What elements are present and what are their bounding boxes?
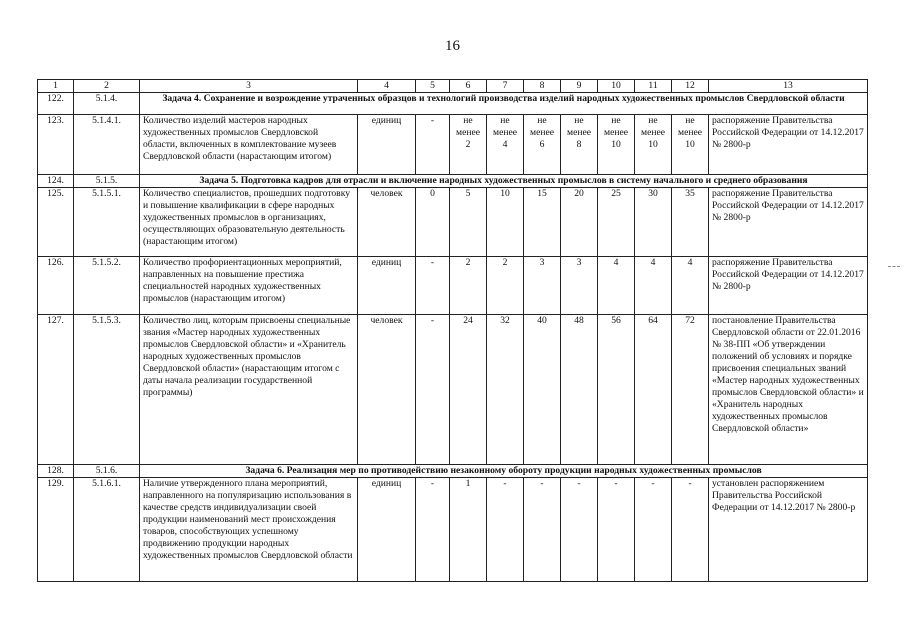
indicator-row [38,478,868,582]
value-cell: 30 [635,188,672,257]
column-number-cell: 2 [74,80,140,93]
value-cell: 4 [598,257,635,315]
column-number-cell: 7 [487,80,524,93]
row-number-cell: 123. [38,115,74,175]
value-cell: 3 [561,257,598,315]
value-cell: 32 [487,315,524,465]
indicator-description-cell: Количество изделий мастеров народных художественных промыслов Свердловской области, включенных в комплектование музеев Свердловской области (нарастающим итогом) [140,115,358,175]
indicator-row [38,115,868,175]
basis-cell: распоряжение Правительства Российской Федерации от 14.12.2017 № 2800-р [709,115,868,175]
column-number-cell: 11 [635,80,672,93]
page-number: 16 [445,38,460,54]
margin-mark [888,266,900,268]
task-title-cell: Задача 6. Реализация мер по противодействию незаконному обороту продукции народных художественных промыслов [140,465,868,478]
indicator-row [38,257,868,315]
row-code-cell: 5.1.6. [74,465,140,478]
row-code-cell: 5.1.5.2. [74,257,140,315]
value-cell: 20 [561,188,598,257]
task-title-cell: Задача 4. Сохранение и возрождение утраченных образцов и технологий производства изделий народных художественных промыслов Свердловской области [140,93,868,115]
indicator-description-cell: Количество лиц, которым присвоены специальные звания «Мастер народных художественных промыслов Свердловской области» и «Хранитель народных художественных промыслов Свердловской области» (нарастающим итогом с даты начала реализации государственной программы) [140,315,358,465]
value-cell: - [635,478,672,582]
value-cell: - [561,478,598,582]
row-number-cell: 125. [38,188,74,257]
indicator-description-cell: Количество профориентационных мероприятий, направленных на повышение престижа специальностей народных художественных промыслов (нарастающим итогом) [140,257,358,315]
value-cell: не менее 8 [561,115,598,175]
basis-cell: постановление Правительства Свердловской области от 22.01.2016 № 38-ПП «Об утверждении положений об условиях и порядке присвоения специальных званий «Мастер народных художественных промыслов Свердловской области» и «Хранитель народных художественных промыслов Свердловской области» [709,315,868,465]
task-row [38,465,868,478]
value-cell: - [672,478,709,582]
value-cell: 64 [635,315,672,465]
column-number-cell: 6 [450,80,487,93]
row-code-cell: 5.1.4.1. [74,115,140,175]
row-number-cell: 124. [38,175,74,188]
unit-cell: человек [358,315,416,465]
column-number-cell: 9 [561,80,598,93]
indicator-row [38,315,868,465]
value-cell: 48 [561,315,598,465]
value-cell: 2 [450,257,487,315]
unit-cell: единиц [358,115,416,175]
column-number-cell: 5 [416,80,450,93]
column-number-cell: 8 [524,80,561,93]
unit-cell: человек [358,188,416,257]
column-number-row [38,80,868,93]
task-row [38,93,868,115]
value-cell: 4 [635,257,672,315]
basis-cell: распоряжение Правительства Российской Федерации от 14.12.2017 № 2800-р [709,188,868,257]
row-number-cell: 129. [38,478,74,582]
unit-cell: единиц [358,257,416,315]
value-cell: 1 [450,478,487,582]
value-cell: 4 [672,257,709,315]
value-cell: 56 [598,315,635,465]
value-cell: не менее 6 [524,115,561,175]
value-cell: - [416,315,450,465]
value-cell: 35 [672,188,709,257]
value-cell: 72 [672,315,709,465]
row-code-cell: 5.1.6.1. [74,478,140,582]
basis-cell: распоряжение Правительства Российской Федерации от 14.12.2017 № 2800-р [709,257,868,315]
indicator-description-cell: Наличие утвержденного плана мероприятий, направленного на популяризацию использования в качестве средств индивидуализации своей продукции наименований мест происхождения товаров, способствующих успешному продвижению продукции народных художественных промыслов Свердловской области [140,478,358,582]
row-code-cell: 5.1.5. [74,175,140,188]
row-code-cell: 5.1.4. [74,93,140,115]
value-cell: - [416,257,450,315]
value-cell: - [487,478,524,582]
value-cell: 3 [524,257,561,315]
value-cell: 24 [450,315,487,465]
value-cell: 40 [524,315,561,465]
indicator-description-cell: Количество специалистов, прошедших подготовку и повышение квалификации в сфере народных художественных промыслов в организациях, осуществляющих образовательную деятельность (нарастающим итогом) [140,188,358,257]
basis-cell: установлен распоряжением Правительства Российской Федерации от 14.12.2017 № 2800-р [709,478,868,582]
value-cell: 0 [416,188,450,257]
value-cell: - [598,478,635,582]
value-cell: 10 [487,188,524,257]
value-cell: - [416,115,450,175]
row-number-cell: 127. [38,315,74,465]
column-number-cell: 4 [358,80,416,93]
task-row [38,175,868,188]
value-cell: не менее 10 [672,115,709,175]
column-number-cell: 10 [598,80,635,93]
value-cell: не менее 10 [635,115,672,175]
value-cell: 15 [524,188,561,257]
column-number-cell: 13 [709,80,868,93]
value-cell: не менее 4 [487,115,524,175]
value-cell: - [524,478,561,582]
value-cell: не менее 2 [450,115,487,175]
row-code-cell: 5.1.5.3. [74,315,140,465]
indicator-row [38,188,868,257]
value-cell: 5 [450,188,487,257]
task-title-cell: Задача 5. Подготовка кадров для отрасли и включение народных художественных промыслов в систему начального и среднего образования [140,175,868,188]
value-cell: 2 [487,257,524,315]
column-number-cell: 3 [140,80,358,93]
row-code-cell: 5.1.5.1. [74,188,140,257]
row-number-cell: 126. [38,257,74,315]
row-number-cell: 128. [38,465,74,478]
indicators-table [37,79,868,582]
value-cell: - [416,478,450,582]
value-cell: 25 [598,188,635,257]
row-number-cell: 122. [38,93,74,115]
value-cell: не менее 10 [598,115,635,175]
column-number-cell: 12 [672,80,709,93]
column-number-cell: 1 [38,80,74,93]
unit-cell: единиц [358,478,416,582]
